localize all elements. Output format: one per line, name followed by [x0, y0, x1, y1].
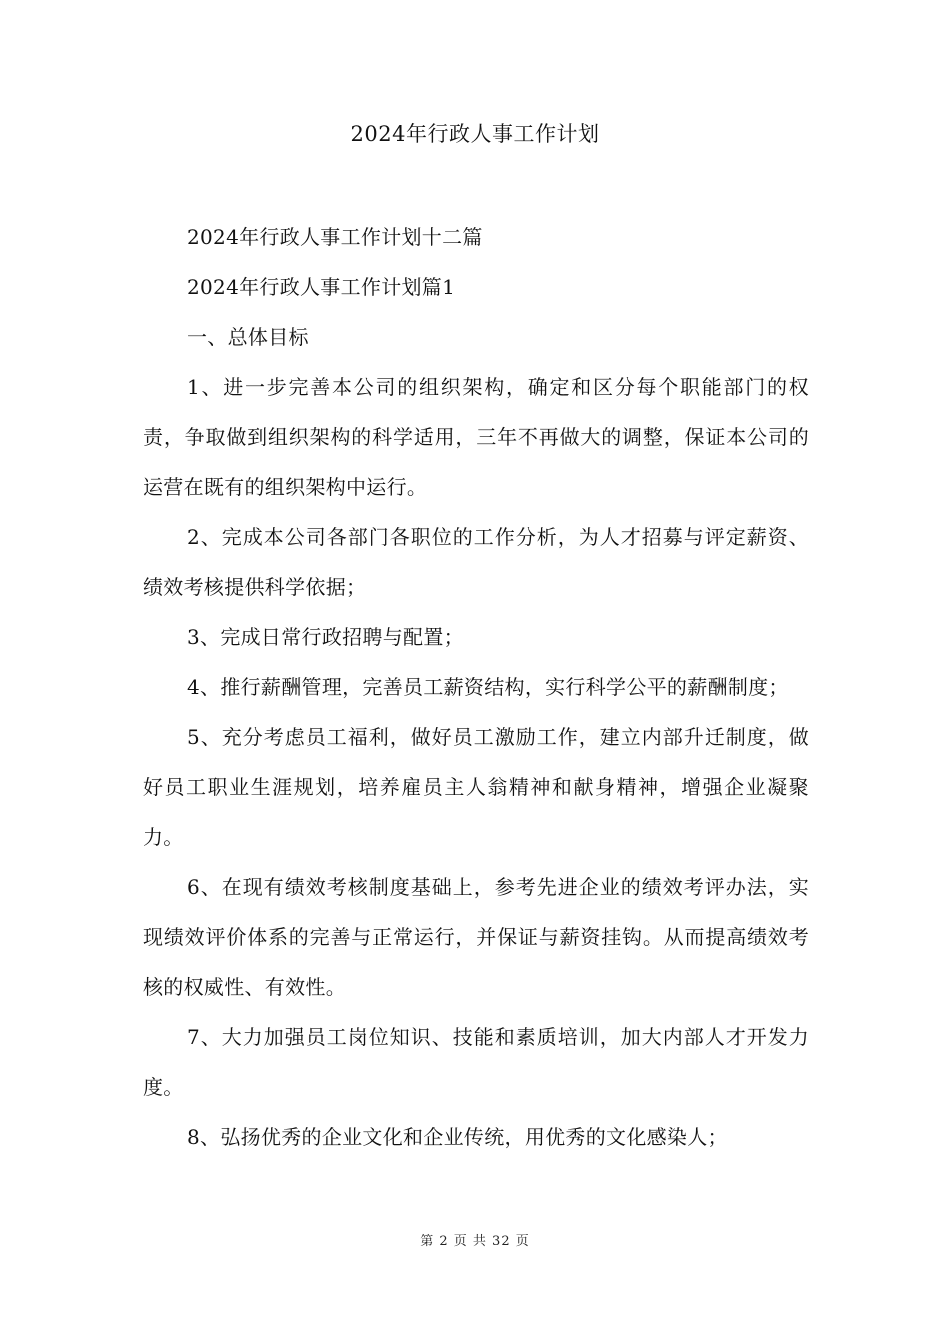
paragraph-item-1: 1、进一步完善本公司的组织架构，确定和区分每个职能部门的权责，争取做到组织架构的科学适用，三年不再做大的调整，保证本公司的运营在既有的组织架构中运行。 [143, 375, 809, 499]
paragraph-item-3: 3、完成日常行政招聘与配置； [187, 625, 464, 649]
paragraph-item-8: 8、弘扬优秀的企业文化和企业传统，用优秀的文化感染人； [187, 1125, 728, 1149]
paragraph-item-7: 7、大力加强员工岗位知识、技能和素质培训，加大内部人才开发力度。 [143, 1025, 809, 1099]
paragraph-item-4: 4、推行薪酬管理，完善员工薪资结构，实行科学公平的薪酬制度； [187, 675, 789, 699]
paragraph-item-6: 6、在现有绩效考核制度基础上，参考先进企业的绩效考评办法，实现绩效评价体系的完善与正常运行，并保证与薪资挂钩。从而提高绩效考核的权威性、有效性。 [143, 875, 809, 999]
document-subtitle: 2024年行政人事工作计划十二篇 [187, 225, 483, 249]
paragraph-item-2: 2、完成本公司各部门各职位的工作分析，为人才招募与评定薪资、绩效考核提供科学依据； [143, 525, 809, 599]
paragraph-item-5: 5、充分考虑员工福利，做好员工激励工作，建立内部升迁制度，做好员工职业生涯规划，培养雇员主人翁精神和献身精神，增强企业凝聚力。 [143, 725, 809, 849]
page-number-footer: 第 2 页 共 32 页 [420, 1234, 530, 1249]
document-body [143, 312, 809, 1162]
paragraph-overall-goal-heading: 一、总体目标 [187, 325, 309, 349]
document-title: 2024年行政人事工作计划 [350, 122, 600, 146]
section-heading: 2024年行政人事工作计划篇1 [187, 275, 456, 299]
